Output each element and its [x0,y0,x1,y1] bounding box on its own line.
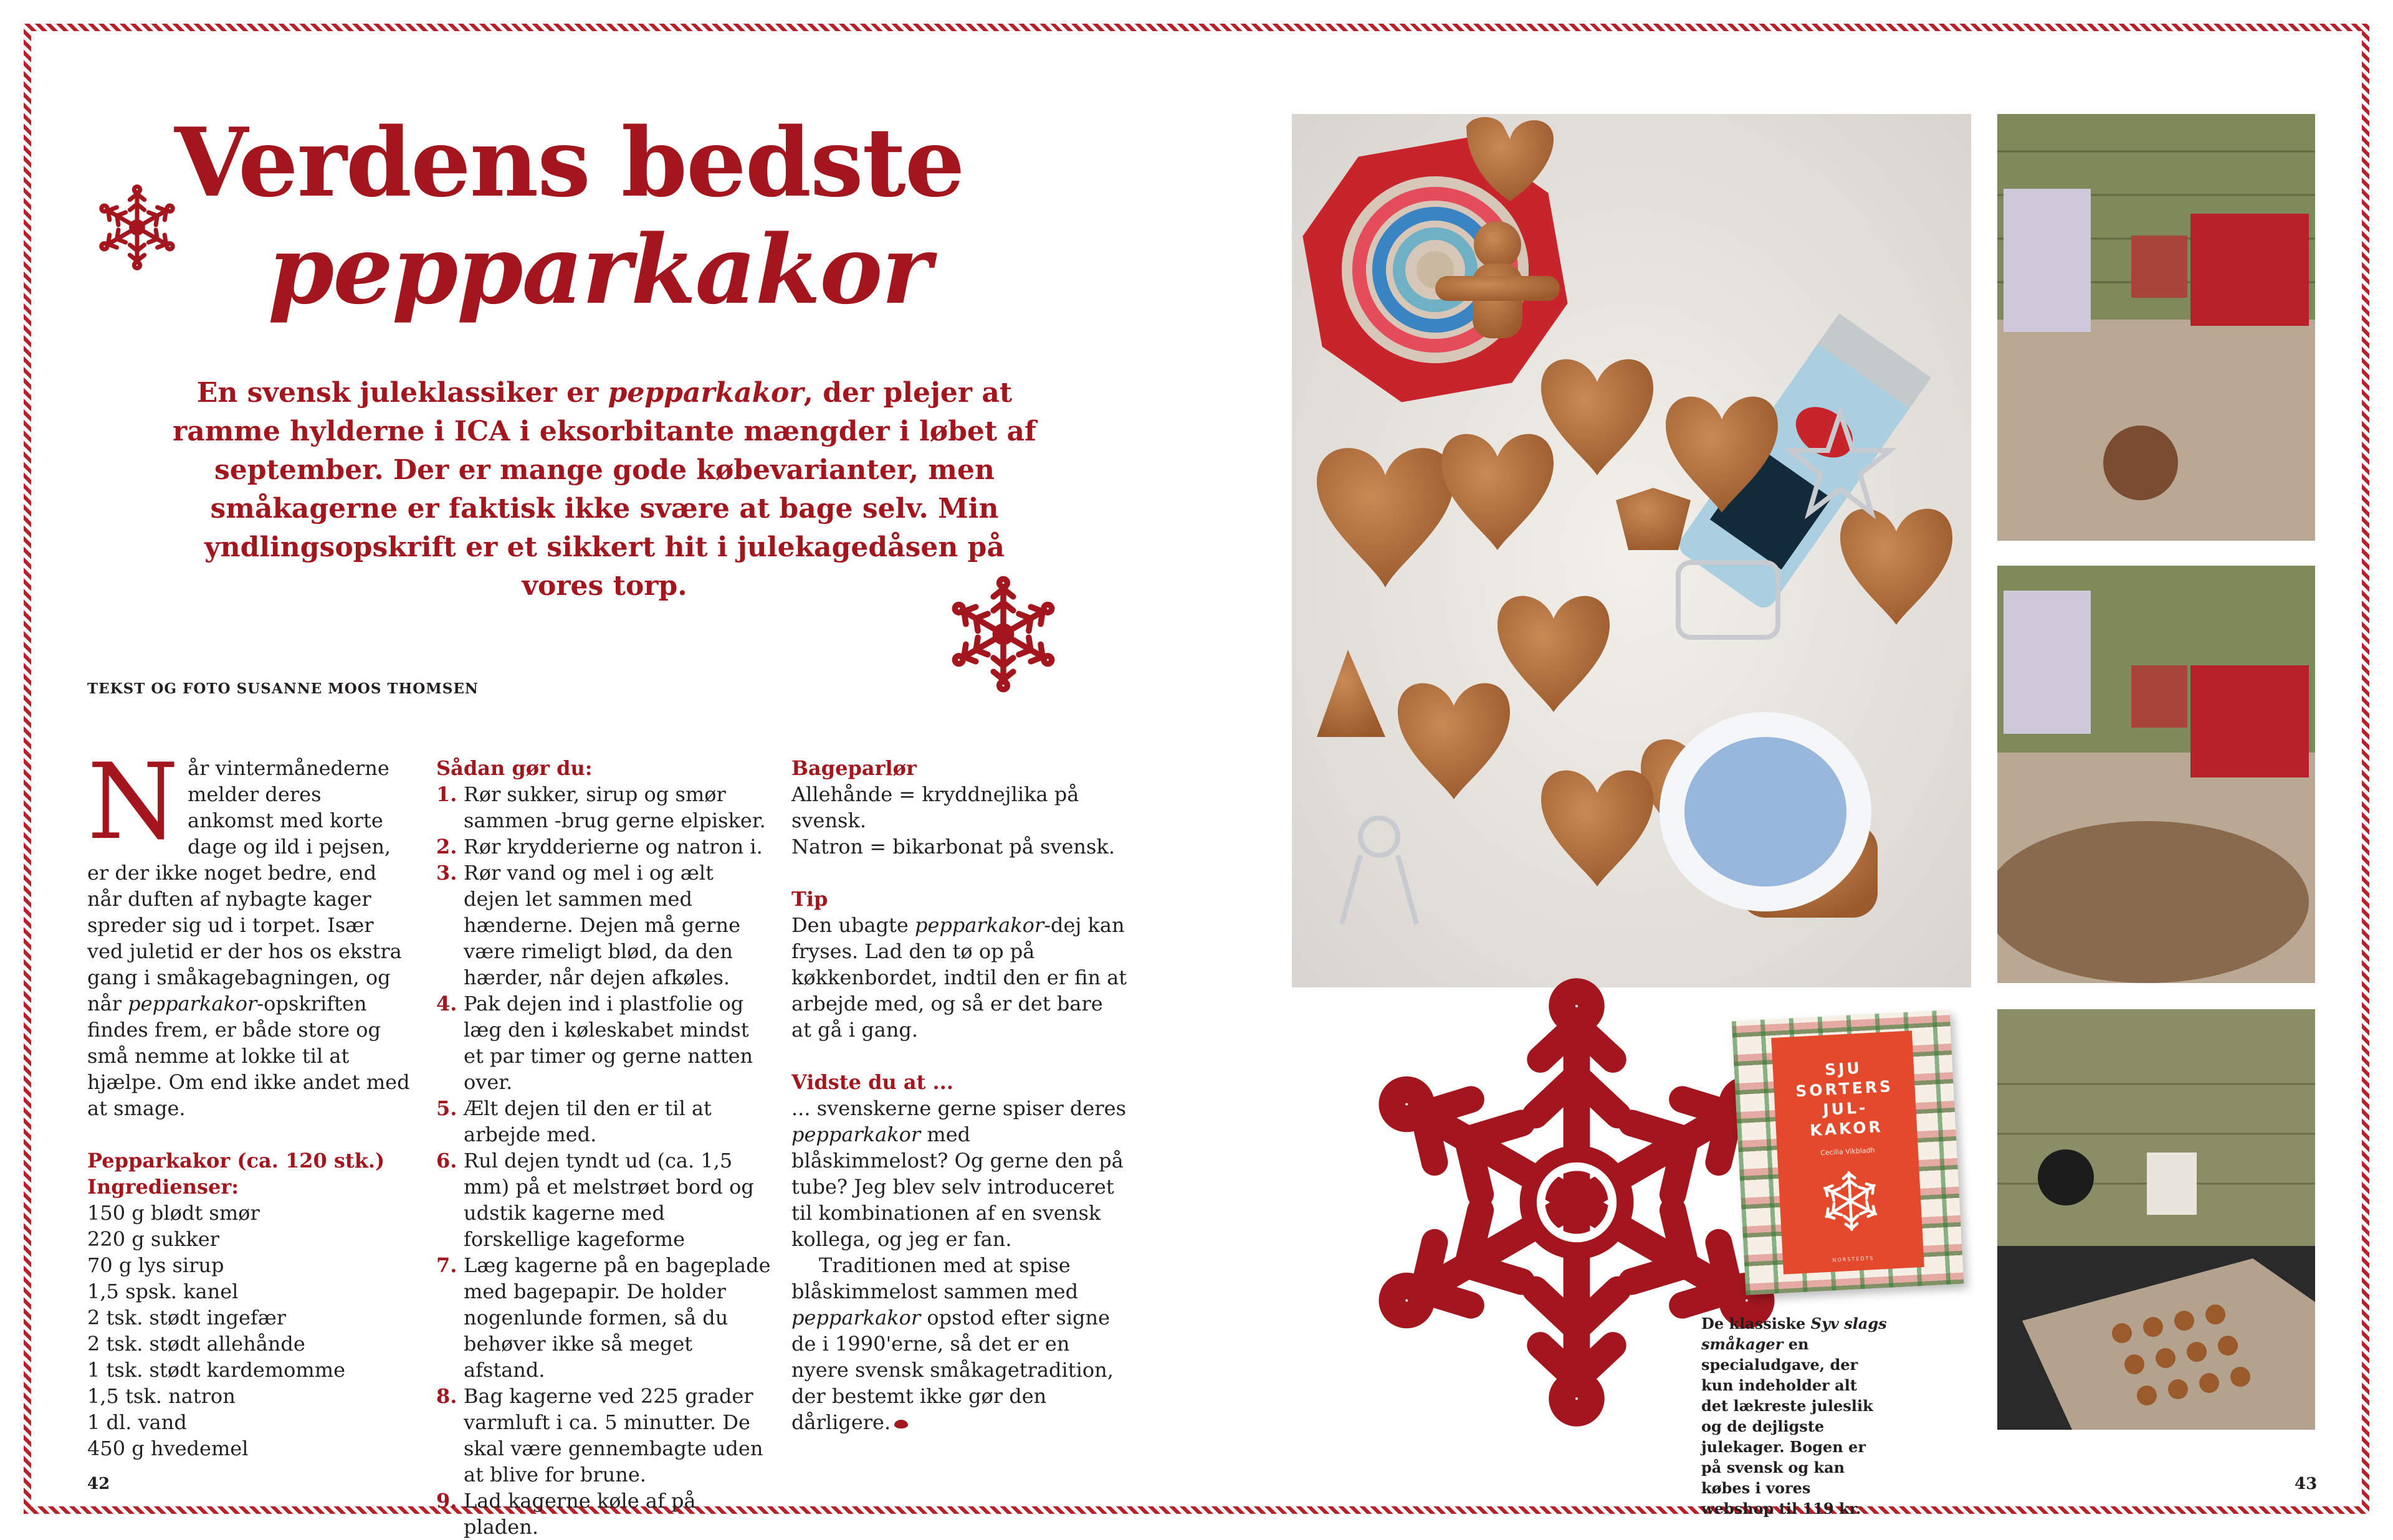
method-steps [436,781,773,1540]
page-number-right: 43 [2295,1475,2318,1493]
baking-photo-2 [1997,566,2315,983]
ingredient-item: 1 tsk. stødt kardemomme [87,1358,346,1382]
tip-heading: Tip [791,887,828,911]
bageparlor-line: Allehånde = kryddnejlika på svensk. [791,782,1079,832]
snowflake-icon [944,572,1063,696]
method-step: 8. Bag kagerne ved 225 grader varmluft i ca. 5 minutter. De skal være gennembagte uden at blive for brune. [436,1384,763,1486]
baking-photo-3 [1997,1009,2315,1430]
method-step: 7. Læg kagerne på en bageplade med bagepapir. De holder nogenlunde formen, så du behøver ikke så meget afstand. [436,1253,771,1382]
ingredient-item: 220 g sukker [87,1227,219,1251]
baking-photo-1 [1997,114,2315,541]
ingredient-item: 2 tsk. stødt ingefær [87,1306,287,1329]
vidste-paragraph-1: ... svenskerne gerne spiser deres pepparkakor med blåskimmelost? Og gerne den på tube? Jeg blev selv introduceret til kombinationen af en svensk kollega, og jeg er fan. [791,1096,1126,1251]
column-tips [791,755,1128,1435]
page-number-left: 42 [87,1475,110,1493]
end-mark-icon [894,1420,908,1428]
lead-paragraph: En svensk juleklassiker er pepparkakor, der plejer at ramme hylderne i ICA i eksorbitante mængder i løbet af september. Der er mange gode købevarianter, men småkagerne er faktisk ikke svære at bage selv. Min yndlingsopskrift er et sikkert hit i julekagedåsen på vores torp. [173,377,1036,602]
method-step: 2. Rør krydderierne og natron i. [436,835,763,858]
baking-illustration-2 [1997,566,2315,983]
ingredient-item: 70 g lys sirup [87,1253,224,1277]
method-step: 4. Pak dejen ind i plastfolie og læg den i køleskabet mindst et par timer og gerne natten over. [436,992,753,1094]
bageparlor-heading: Bageparlør [791,756,917,780]
method-step: 6. Rul dejen tyndt ud (ca. 1,5 mm) på et melstrøet bord og udstik kagerne med forskellige kageforme [436,1149,754,1251]
book-caption: De klassiske Syv slags småkager en specialudgave, der kun indeholder alt det lækreste juleslik og de dejligste julekager. Bogen er på svensk og kan købes i vores webshop til 119 kr. [1701,1314,1887,1518]
method-step: 9. Lad kagerne køle af på pladen. [436,1489,696,1539]
tip-text: Den ubagte pepparkakor-dej kan fryses. Lad den tø op på køkkenbordet, indtil den er fin at arbejde med, og så er det bare at gå i gang. [791,913,1127,1042]
book-cover-panel [1771,1030,1924,1274]
ingredient-item: 1,5 spsk. kanel [87,1280,239,1303]
ingredient-item: 450 g hvedemel [87,1437,249,1460]
book-author: Cecilia Vikbladh [1820,1146,1875,1157]
baking-illustration-3 [1997,1009,2315,1430]
book-publisher: NORSTEDTS [1832,1255,1875,1263]
baking-illustration-1 [1997,114,2315,541]
cookies-illustration [1292,114,1971,987]
method-step: 3. Rør vand og mel i og ælt dejen let sammen med hænderne. Dejen må gerne være rimeligt blød, da den hærder, når dejen afkøles. [436,861,740,989]
bageparlor-line: Natron = bikarbonat på svensk. [791,835,1115,858]
snowflake-icon [93,181,181,274]
book-cover [1732,1010,1964,1295]
ingredient-item: 1,5 tsk. natron [87,1384,236,1408]
ingredient-item: 2 tsk. stødt allehånde [87,1332,305,1356]
book-snowflake-icon [1814,1165,1886,1237]
byline: TEKST OG FOTO SUSANNE MOOS THOMSEN [87,680,479,697]
column-method [436,755,773,1540]
method-step: 5. Ælt dejen til den er til at arbejde med. [436,1096,712,1146]
ingredients-heading: Ingredienser: [87,1175,239,1199]
title-line-2: pepparkakor [268,214,930,325]
drop-cap: N [87,741,179,863]
ingredient-item: 150 g blødt smør [87,1201,260,1225]
vidste-heading: Vidste du at ... [791,1070,953,1094]
cookies-photo [1292,114,1971,987]
recipe-title: Pepparkakor (ca. 120 stk.) [87,1149,385,1172]
page-title [174,109,1172,323]
method-step: 1. Rør sukker, sirup og smør sammen -brug gerne elpisker. [436,782,766,832]
column-intro [87,741,411,1462]
intro-paragraph: Når vintermånederne melder deres ankomst med korte dage og ild i pejsen, er der ikke noget bedre, end når duften af nybagte kager spreder sig ud i torpet. Især ved juletid er der hos os ekstra gang i småkagebagningen, og når pepparkakor-opskriften findes frem, er både store og små nemme at lokke til at hjælpe. Om end ikke andet med at smage. [87,741,410,1120]
ingredient-item: 1 dl. vand [87,1410,187,1434]
method-heading: Sådan gør du: [436,756,593,780]
ingredient-list [87,1200,411,1462]
title-line-1: Verdens bedste [174,107,964,218]
vidste-paragraph-2: Traditionen med at spise blåskimmelost sammen med pepparkakor opstod efter signe de i 1990'erne, så det er en nyere svensk småkagetradition, der bestemt ikke gør den dårligere. [791,1253,1114,1434]
book-title: SJU SORTERS JUL-KAKOR [1795,1058,1894,1140]
